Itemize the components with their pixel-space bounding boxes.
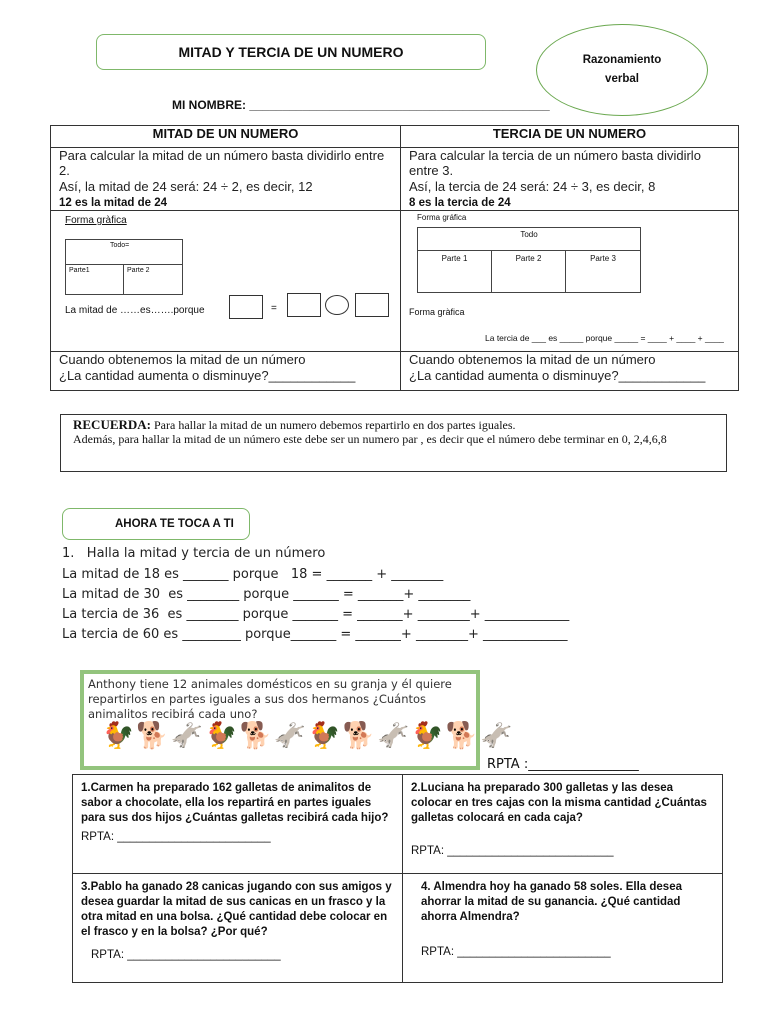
tercia-graph-label: Forma gráfica xyxy=(417,213,467,222)
tercia-rule: Para calcular la tercia de un número basta dividirlo entre 3. xyxy=(409,148,701,178)
tercia-part2-box xyxy=(492,250,566,292)
animal-icon: 🫏 xyxy=(377,720,410,750)
mitad-graph-cell xyxy=(51,211,401,352)
tercia-graph-label-2: Forma gràfica xyxy=(409,307,465,317)
mitad-part2-box xyxy=(124,264,182,294)
tercia-part3-label: Parte 3 xyxy=(590,254,616,263)
recuerda-box xyxy=(60,414,727,472)
animal-icon: 🐕 xyxy=(136,720,169,750)
subject-tag-line1: Razonamiento xyxy=(582,54,662,66)
animal-icon: 🐓 xyxy=(411,720,444,750)
animal-icon: 🫏 xyxy=(170,720,204,750)
recuerda-label: RECUERDA: xyxy=(73,417,151,432)
problem-1-text: 1.Carmen ha preparado 162 galletas de animalitos de sabor a chocolate, ella los repartirá en partes iguales para sus dos hijos ¿Cuántas galletas recibirá cada hijo? xyxy=(81,782,389,824)
mitad-header: MITAD DE UN NUMERO xyxy=(51,126,401,148)
animal-icon: 🐕 xyxy=(239,720,272,750)
problem-3-answer[interactable]: RPTA: ________________________ xyxy=(91,949,281,961)
student-name-line[interactable]: MI NOMBRE: _____________________________________________ xyxy=(172,98,550,112)
story-problem-box xyxy=(80,670,513,770)
animal-row xyxy=(102,720,513,750)
exercise-instruction: 1. Halla la mitad y tercia de un número xyxy=(62,546,326,561)
mitad-operator-circle[interactable] xyxy=(325,295,349,315)
mitad-answer-box-2[interactable] xyxy=(287,293,321,317)
tercia-graph-cell xyxy=(401,211,739,352)
tercia-todo-label: Todo xyxy=(520,230,538,239)
problem-2-text: 2.Luciana ha preparado 300 galletas y las desea colocar en tres cajas con la misma cantidad ¿Cuántas galletas colocará en cada caja? xyxy=(411,782,707,824)
animal-icon: 🫏 xyxy=(480,720,513,750)
tercia-part1-box xyxy=(418,250,492,292)
mitad-equals: = xyxy=(271,303,277,314)
mitad-question-line2[interactable]: ¿La cantidad aumenta o disminuye?____________ xyxy=(59,368,356,383)
tercia-part1-label: Parte 1 xyxy=(441,254,468,263)
problem-1-answer[interactable]: RPTA: ________________________ xyxy=(81,831,271,843)
mitad-part2-label: Parte 2 xyxy=(127,267,150,274)
recuerda-text1: Para hallar la mitad de un numero debemos repartirlo en dos partes iguales. xyxy=(151,418,516,432)
concept-table xyxy=(50,125,739,391)
mitad-question-line1: Cuando obtenemos la mitad de un número xyxy=(59,352,306,367)
exercise-line-1[interactable]: La mitad de 18 es _______ porque 18 = _______ + ________ xyxy=(62,567,444,582)
tercia-result: 8 es la tercia de 24 xyxy=(409,197,511,209)
problems-table xyxy=(72,774,723,983)
mitad-explanation xyxy=(51,148,401,211)
mitad-part1-label: Parte1 xyxy=(69,267,90,274)
tercia-example: Así, la tercia de 24 será: 24 ÷ 3, es decir, 8 xyxy=(409,179,656,194)
subject-tag-line2: verbal xyxy=(605,73,639,85)
tercia-header: TERCIA DE UN NUMERO xyxy=(401,126,739,148)
exercise-line-4[interactable]: La tercia de 60 es _________ porque_______ = _______+ ________+ _____________ xyxy=(62,627,568,642)
practice-label: AHORA TE TOCA A TI xyxy=(62,508,250,540)
mitad-result: 12 es la mitad de 24 xyxy=(59,197,168,209)
mitad-rule: Para calcular la mitad de un número basta dividirlo entre 2. xyxy=(59,148,385,178)
exercise-line-3[interactable]: La tercia de 36 es ________ porque _______ = _______+ ________+ _____________ xyxy=(62,607,570,622)
tercia-question-line2[interactable]: ¿La cantidad aumenta o disminuye?____________ xyxy=(409,368,706,383)
animal-icon: 🫏 xyxy=(273,720,307,750)
animal-icon: 🐕 xyxy=(342,720,375,750)
mitad-graph-label: Forma gràfica xyxy=(65,215,127,226)
problem-2-answer[interactable]: RPTA: __________________________ xyxy=(411,845,614,857)
mitad-question xyxy=(51,352,401,391)
problem-4-answer[interactable]: RPTA: ________________________ xyxy=(421,946,611,958)
animal-icon: 🐕 xyxy=(445,720,479,750)
tercia-question-line1: Cuando obtenemos la mitad de un número xyxy=(409,352,656,367)
problem-2 xyxy=(403,775,723,874)
tercia-question xyxy=(401,352,739,391)
exercise-line-2[interactable]: La mitad de 30 es ________ porque _______ = _______+ ________ xyxy=(62,587,471,602)
problem-3 xyxy=(73,874,403,983)
animal-icon: 🐓 xyxy=(308,720,341,750)
mitad-part1-box xyxy=(66,264,124,294)
mitad-answer-box-1[interactable] xyxy=(229,295,263,319)
recuerda-text2: Además, para hallar la mitad de un número este debe ser un numero par , es decir que el número debe terminar en 0, 2,4,6,8 xyxy=(73,432,667,446)
mitad-example: Así, la mitad de 24 será: 24 ÷ 2, es decir, 12 xyxy=(59,179,313,194)
story-answer-line[interactable]: RPTA :_________________ xyxy=(487,757,639,772)
problem-4 xyxy=(403,874,723,983)
animal-icon: 🐓 xyxy=(102,720,135,750)
mitad-sentence: La mitad de ……es…….porque xyxy=(65,305,205,316)
subject-tag xyxy=(536,24,708,116)
mitad-todo-label: Todo= xyxy=(110,242,130,249)
tercia-part3-box xyxy=(566,250,640,292)
mitad-answer-box-3[interactable] xyxy=(355,293,389,317)
problem-1 xyxy=(73,775,403,874)
worksheet-title: MITAD Y TERCIA DE UN NUMERO xyxy=(96,34,486,70)
tercia-whole-box xyxy=(417,227,641,293)
problem-3-text: 3.Pablo ha ganado 28 canicas jugando con sus amigos y desea guardar la mitad de sus canicas en un frasco y la otra mitad en una bolsa. ¿Qué cantidad debe colocar en el frasco y en la bolsa? ¿Por qué? xyxy=(81,881,392,938)
tercia-part2-label: Parte 2 xyxy=(515,254,542,263)
problem-4-text: 4. Almendra hoy ha ganado 58 soles. Ella desea ahorrar la mitad de su ganancia. ¿Qué cantidad ahorra Almendra? xyxy=(421,881,682,923)
mitad-whole-box xyxy=(65,239,183,295)
animal-icon: 🐓 xyxy=(205,720,238,750)
tercia-sentence: La tercia de ___ es _____ porque _____ = ____ + ____ + ____ xyxy=(485,333,724,343)
story-problem-text: Anthony tiene 12 animales domésticos en su granja y él quiere repartirlos en partes iguales a sus dos hermanos ¿Cuántos animalitos recibirá cada uno? xyxy=(88,677,452,721)
tercia-explanation xyxy=(401,148,739,211)
